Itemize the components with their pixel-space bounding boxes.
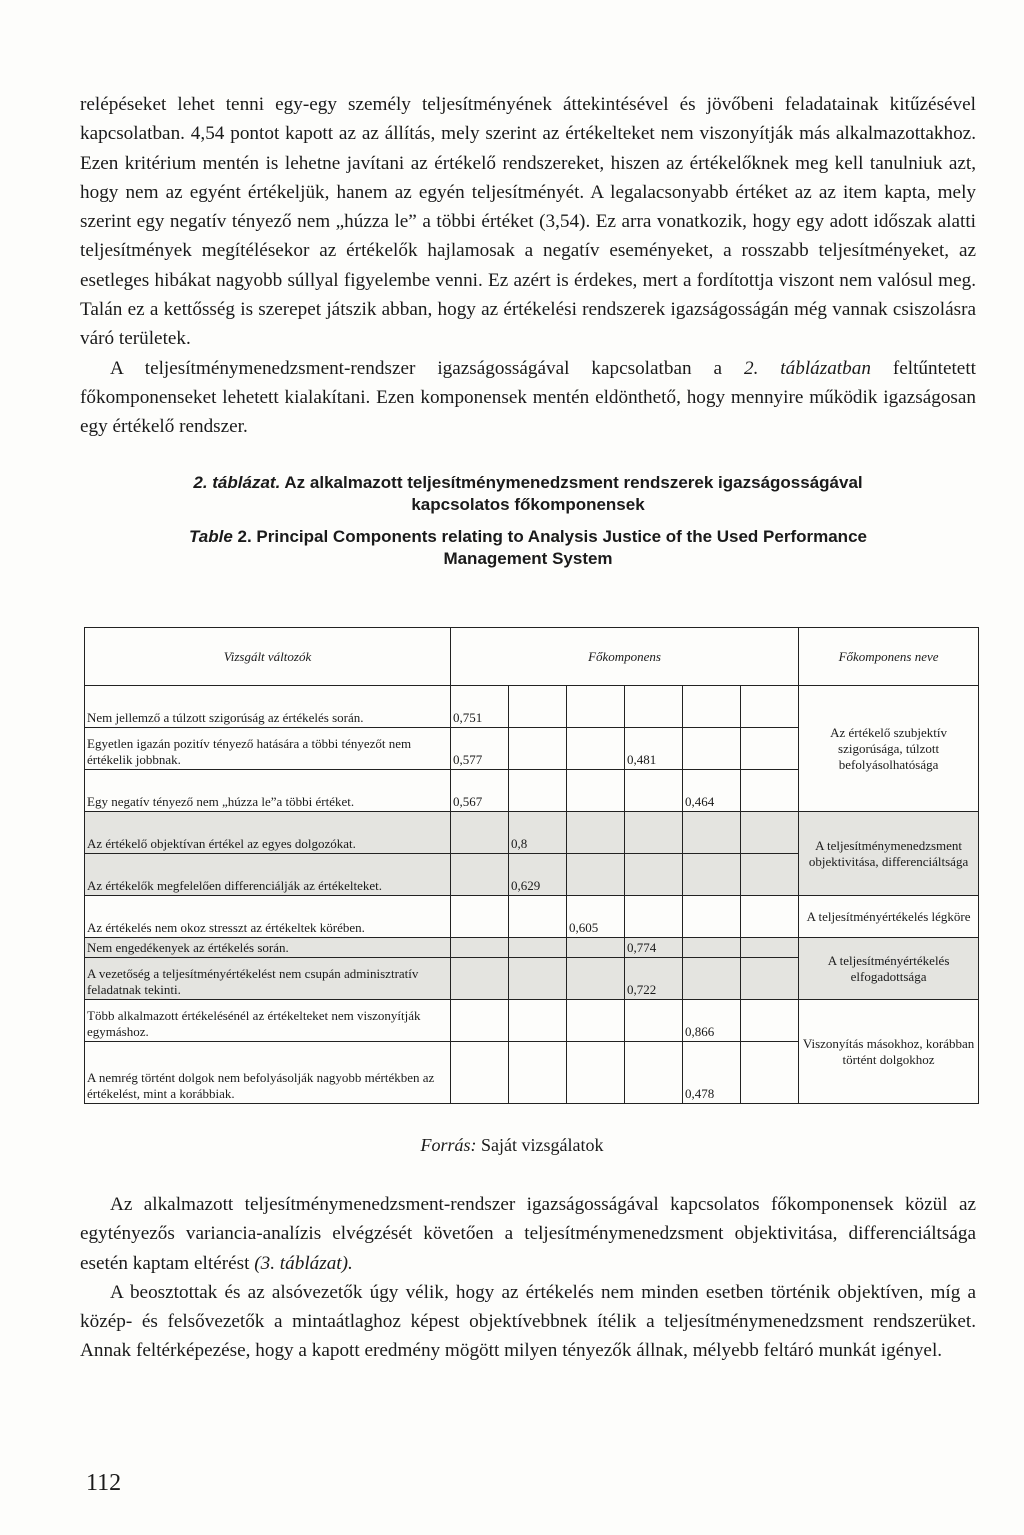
loading-cell bbox=[741, 938, 799, 958]
table-reference: 2. táblázatban bbox=[743, 357, 871, 379]
loading-cell bbox=[509, 896, 567, 938]
table-row bbox=[85, 1000, 979, 1042]
component-name-cell: A teljesítményértékelés légköre bbox=[799, 896, 979, 938]
page-number: 112 bbox=[86, 1470, 122, 1496]
loading-cell: 0,866 bbox=[683, 1000, 741, 1042]
bottom-text bbox=[80, 1190, 976, 1366]
loading-cell bbox=[683, 854, 741, 896]
bottom-paragraph bbox=[80, 1190, 976, 1278]
loading-cell bbox=[683, 728, 741, 770]
loading-cell bbox=[451, 1000, 509, 1042]
loading-cell: 0,751 bbox=[451, 686, 509, 728]
header-variables: Vizsgált változók bbox=[85, 628, 451, 686]
principal-components-table bbox=[84, 627, 979, 1104]
loading-cell bbox=[625, 854, 683, 896]
table-source bbox=[0, 1135, 1024, 1156]
loading-cell bbox=[451, 958, 509, 1000]
caption-hu-line2: kapcsolatos főkomponensek bbox=[411, 494, 645, 514]
loading-cell bbox=[451, 938, 509, 958]
caption-en-label: Table bbox=[189, 526, 233, 546]
loading-cell bbox=[625, 896, 683, 938]
component-name-cell: Viszonyítás másokhoz, korábban történt dolgokhoz bbox=[799, 1000, 979, 1104]
loading-cell bbox=[741, 812, 799, 854]
loading-cell bbox=[683, 938, 741, 958]
loading-cell bbox=[509, 958, 567, 1000]
variable-cell: Nem engedékenyek az értékelés során. bbox=[85, 938, 451, 958]
loading-cell: 0,8 bbox=[509, 812, 567, 854]
loading-cell bbox=[683, 686, 741, 728]
loading-cell bbox=[741, 1042, 799, 1104]
component-name-cell: A teljesítménymenedzsment objektivitása, differenciáltsága bbox=[799, 812, 979, 896]
caption-en-line1: 2. Principal Components relating to Analysis Justice of the Used Performance bbox=[232, 526, 867, 546]
table-reference: (3. táblázat). bbox=[254, 1252, 353, 1274]
loading-cell bbox=[567, 812, 625, 854]
loading-cell bbox=[451, 854, 509, 896]
loading-cell bbox=[567, 1000, 625, 1042]
loading-cell bbox=[567, 854, 625, 896]
loading-cell bbox=[509, 686, 567, 728]
loading-cell bbox=[567, 938, 625, 958]
component-name-cell: Az értékelő szubjektív szigorúsága, túlzott befolyásolhatósága bbox=[799, 686, 979, 812]
loading-cell bbox=[683, 896, 741, 938]
loading-cell bbox=[509, 1042, 567, 1104]
table-header-row bbox=[85, 628, 979, 686]
loading-cell bbox=[741, 770, 799, 812]
loading-cell bbox=[567, 728, 625, 770]
ref-text-before: A teljesítménymenedzsment-rendszer igazságosságával kapcsolatban a bbox=[110, 357, 744, 379]
loading-cell bbox=[741, 728, 799, 770]
component-name-cell: A teljesítményértékelés elfogadottsága bbox=[799, 938, 979, 1000]
source-text: Saját vizsgálatok bbox=[476, 1135, 604, 1155]
variable-cell: Egyetlen igazán pozitív tényező hatására a többi tényezőt nem értékelik jobbnak. bbox=[85, 728, 451, 770]
loading-cell: 0,464 bbox=[683, 770, 741, 812]
intro-paragraph: relépéseket lehet tenni egy-egy személy teljesítményének áttekintésével és jövőbeni feladatainak kitűzésével kapcsolatban. 4,54 pontot kapott az az állítás, mely szerint az értékelteket nem viszonyítják más alkalmazottakhoz. Ezen kritérium mentén is lehetne javítani az értékelő rendszereket, hiszen az értékelőknek meg kell tanulniuk azt, hogy nem az egyént értékeljük, hanem az egyén teljesítményét. A legalacsonyabb értéket az az item kapta, mely szerint egy negatív tényező nem „húzza le” a többi értéket (3,54). Ez arra vonatkozik, hogy egy adott időszak alatti teljesítmények megítélésekor az értékelők hajlamosak a negatív eseményeket, a rosszabb teljesítményeket, az esetleges hibákat nagyobb súllyal figyelembe venni. Ez azért is érdekes, mert a fordítottja viszont nem valósul meg. Talán ez a kettősség is szerepet játszik abban, hogy az értékelési rendszerek igazságosságán még vannak csiszolásra váró területek. bbox=[80, 94, 976, 350]
table-row bbox=[85, 812, 979, 854]
variable-cell: Nem jellemző a túlzott szigorúság az értékelés során. bbox=[85, 686, 451, 728]
table-row bbox=[85, 686, 979, 728]
variable-cell: Egy negatív tényező nem „húzza le”a többi értéket. bbox=[85, 770, 451, 812]
loading-cell bbox=[741, 958, 799, 1000]
loading-cell bbox=[451, 896, 509, 938]
loading-cell bbox=[567, 686, 625, 728]
loading-cell: 0,722 bbox=[625, 958, 683, 1000]
loading-cell: 0,567 bbox=[451, 770, 509, 812]
loading-cell bbox=[509, 728, 567, 770]
table-caption-english bbox=[80, 526, 976, 570]
page-body bbox=[80, 90, 976, 570]
loading-cell bbox=[625, 770, 683, 812]
loading-cell bbox=[451, 812, 509, 854]
loading-cell bbox=[625, 1000, 683, 1042]
loading-cell bbox=[451, 1042, 509, 1104]
loading-cell: 0,478 bbox=[683, 1042, 741, 1104]
table-row bbox=[85, 896, 979, 938]
loading-cell: 0,481 bbox=[625, 728, 683, 770]
header-component-name: Főkomponens neve bbox=[799, 628, 979, 686]
loading-cell bbox=[625, 812, 683, 854]
ref-text-after: feltűntetett főkomponenseket lehetett kialakítani. Ezen komponensek mentén eldönthető, hogy mennyire működik igazságosan egy értékelő rendszer. bbox=[80, 357, 976, 438]
variable-cell: Az értékelők megfelelően differenciálják az értékelteket. bbox=[85, 854, 451, 896]
reference-paragraph bbox=[80, 354, 976, 442]
variable-cell: Az értékelés nem okoz stresszt az értékeltek körében. bbox=[85, 896, 451, 938]
table-caption-hungarian bbox=[80, 472, 976, 516]
loading-cell: 0,774 bbox=[625, 938, 683, 958]
loading-cell: 0,629 bbox=[509, 854, 567, 896]
loading-cell bbox=[625, 1042, 683, 1104]
loading-cell bbox=[741, 686, 799, 728]
loading-cell bbox=[625, 686, 683, 728]
loading-cell bbox=[741, 854, 799, 896]
loading-cell bbox=[567, 958, 625, 1000]
loading-cell bbox=[683, 812, 741, 854]
variable-cell: Több alkalmazott értékelésénél az értékelteket nem viszonyítják egymáshoz. bbox=[85, 1000, 451, 1042]
loading-cell: 0,605 bbox=[567, 896, 625, 938]
caption-en-line2: Management System bbox=[443, 548, 613, 568]
variable-cell: Az értékelő objektívan értékel az egyes dolgozókat. bbox=[85, 812, 451, 854]
bottom-paragraph: A beosztottak és az alsóvezetők úgy vélik, hogy az értékelés nem minden esetben történik objektíven, míg a közép- és felsővezetők a mintaátlaghoz képest objektívebbnek ítélik a teljesítménymenedzsment rendszerüket. Annak feltérképezése, hogy a kapott eredmény mögött milyen tényezők állnak, mélyebb feltáró munkát igényel. bbox=[80, 1281, 976, 1362]
caption-hu-label: 2. táblázat. bbox=[193, 472, 281, 492]
caption-hu-line1: Az alkalmazott teljesítménymenedzsment rendszerek igazságosságával bbox=[280, 472, 863, 492]
loading-cell bbox=[509, 770, 567, 812]
loading-cell bbox=[567, 770, 625, 812]
loading-cell bbox=[741, 1000, 799, 1042]
loading-cell: 0,577 bbox=[451, 728, 509, 770]
variable-cell: A vezetőség a teljesítményértékelést nem csupán adminisztratív feladatnak tekinti. bbox=[85, 958, 451, 1000]
bottom-paragraph-text: Az alkalmazott teljesítménymenedzsment-rendszer igazságosságával kapcsolatos főkomponensek közül az egytényezős variancia-analízis elvégzését követően a teljesítménymenedzsment objektivitása, differenciáltsága esetén kaptam eltérést bbox=[80, 1194, 976, 1274]
loading-cell bbox=[567, 1042, 625, 1104]
header-component: Főkomponens bbox=[451, 628, 799, 686]
loading-cell bbox=[683, 958, 741, 1000]
source-label: Forrás: bbox=[420, 1135, 477, 1155]
variable-cell: A nemrég történt dolgok nem befolyásolják nagyobb mértékben az értékelést, mint a korábbiak. bbox=[85, 1042, 451, 1104]
loading-cell bbox=[509, 1000, 567, 1042]
loading-cell bbox=[509, 938, 567, 958]
loading-cell bbox=[741, 896, 799, 938]
table-row bbox=[85, 938, 979, 958]
